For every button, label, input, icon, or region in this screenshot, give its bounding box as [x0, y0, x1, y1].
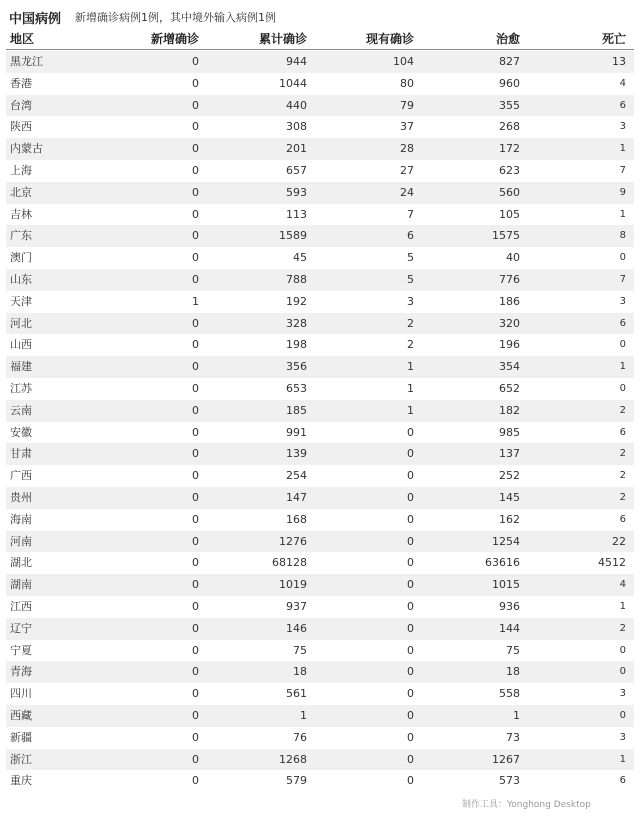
current-confirmed-cell: 0: [407, 643, 414, 657]
cured-cell: 960: [499, 76, 520, 90]
new-confirmed-cell: 0: [192, 98, 199, 112]
deaths-cell: 6: [619, 99, 626, 111]
table-row[interactable]: [6, 356, 634, 378]
table-row[interactable]: [6, 378, 634, 400]
region-cell: 辽宁: [10, 621, 32, 635]
cured-cell: 63616: [485, 556, 520, 570]
total-confirmed-cell: 788: [286, 272, 307, 286]
column-header-new-confirmed[interactable]: 新增确诊: [150, 32, 199, 46]
new-confirmed-cell: 0: [192, 229, 199, 243]
deaths-cell: 6: [619, 317, 626, 329]
new-confirmed-cell: 0: [192, 752, 199, 766]
total-confirmed-cell: 657: [286, 163, 307, 177]
table-row[interactable]: [6, 247, 634, 269]
new-confirmed-cell: 0: [192, 251, 199, 265]
cured-cell: 162: [499, 512, 520, 526]
current-confirmed-cell: 37: [400, 120, 414, 134]
new-confirmed-cell: 0: [192, 425, 199, 439]
new-confirmed-cell: 0: [192, 360, 199, 374]
current-confirmed-cell: 0: [407, 752, 414, 766]
total-confirmed-cell: 198: [286, 338, 307, 352]
total-confirmed-cell: 201: [286, 142, 307, 156]
current-confirmed-cell: 0: [407, 556, 414, 570]
page-subtitle: 新增确诊病例1例，其中境外输入病例1例: [75, 11, 277, 24]
cured-cell: 137: [499, 447, 520, 461]
new-confirmed-cell: 0: [192, 142, 199, 156]
total-confirmed-cell: 1268: [279, 752, 307, 766]
table-row[interactable]: [6, 640, 634, 662]
cured-cell: 776: [499, 272, 520, 286]
total-confirmed-cell: 1589: [279, 229, 307, 243]
cured-cell: 355: [499, 98, 520, 112]
region-cell: 江苏: [10, 381, 32, 395]
total-confirmed-cell: 944: [286, 55, 307, 68]
deaths-cell: 0: [619, 382, 626, 394]
table-body: [6, 51, 634, 792]
cured-cell: 1254: [492, 534, 520, 548]
new-confirmed-cell: 0: [192, 534, 199, 548]
region-cell: 黑龙江: [10, 55, 43, 68]
deaths-cell: 7: [619, 164, 626, 176]
table-row[interactable]: [6, 73, 634, 95]
total-confirmed-cell: 1276: [279, 534, 307, 548]
column-header-current-confirmed[interactable]: 现有确诊: [365, 32, 414, 46]
current-confirmed-cell: 0: [407, 730, 414, 744]
region-cell: 天津: [10, 294, 32, 308]
current-confirmed-cell: 0: [407, 534, 414, 548]
total-confirmed-cell: 1: [300, 708, 307, 722]
table-row[interactable]: [6, 661, 634, 683]
total-confirmed-cell: 192: [286, 294, 307, 308]
total-confirmed-cell: 308: [286, 120, 307, 134]
footer-credit: 制作工具：Yonghong Desktop: [462, 800, 591, 810]
region-cell: 江西: [10, 599, 32, 613]
new-confirmed-cell: 0: [192, 163, 199, 177]
current-confirmed-cell: 0: [407, 687, 414, 701]
cured-cell: 1: [513, 708, 520, 722]
page-title: 中国病例: [9, 11, 62, 27]
total-confirmed-cell: 653: [286, 381, 307, 395]
current-confirmed-cell: 0: [407, 599, 414, 613]
new-confirmed-cell: 0: [192, 708, 199, 722]
region-cell: 湖北: [10, 556, 32, 570]
current-confirmed-cell: 6: [407, 229, 414, 243]
table-row[interactable]: [6, 334, 634, 356]
region-cell: 宁夏: [10, 643, 32, 657]
current-confirmed-cell: 0: [407, 708, 414, 722]
deaths-cell: 0: [619, 252, 626, 264]
region-cell: 河南: [10, 534, 32, 548]
table-row[interactable]: [6, 160, 634, 182]
report-header: [9, 8, 276, 26]
total-confirmed-cell: 991: [286, 425, 307, 439]
deaths-cell: 8: [619, 230, 626, 242]
new-confirmed-cell: 0: [192, 381, 199, 395]
total-confirmed-cell: 113: [286, 207, 307, 221]
new-confirmed-cell: 0: [192, 774, 199, 788]
current-confirmed-cell: 24: [400, 185, 414, 199]
cured-cell: 1015: [492, 578, 520, 592]
current-confirmed-cell: 1: [407, 360, 414, 374]
new-confirmed-cell: 0: [192, 578, 199, 592]
new-confirmed-cell: 0: [192, 316, 199, 330]
total-confirmed-cell: 185: [286, 403, 307, 417]
table-row[interactable]: [6, 400, 634, 422]
current-confirmed-cell: 0: [407, 665, 414, 679]
region-cell: 福建: [10, 360, 32, 374]
new-confirmed-cell: 0: [192, 730, 199, 744]
cured-cell: 75: [506, 643, 520, 657]
total-confirmed-cell: 68128: [272, 556, 307, 570]
total-confirmed-cell: 146: [286, 621, 307, 635]
current-confirmed-cell: 0: [407, 490, 414, 504]
region-cell: 香港: [10, 76, 32, 90]
cured-cell: 40: [506, 251, 520, 265]
region-cell: 西藏: [10, 708, 32, 722]
deaths-cell: 3: [619, 731, 626, 743]
new-confirmed-cell: 0: [192, 272, 199, 286]
table-row[interactable]: [6, 116, 634, 138]
new-confirmed-cell: 0: [192, 207, 199, 221]
cured-cell: 268: [499, 120, 520, 134]
total-confirmed-cell: 593: [286, 185, 307, 199]
deaths-cell: 6: [619, 513, 626, 525]
cured-cell: 18: [506, 665, 520, 679]
deaths-cell: 3: [619, 121, 626, 133]
table-row[interactable]: [6, 487, 634, 509]
total-confirmed-cell: 75: [293, 643, 307, 657]
new-confirmed-cell: 0: [192, 556, 199, 570]
table-row[interactable]: [6, 683, 634, 705]
region-cell: 广东: [10, 229, 32, 243]
deaths-cell: 4512: [598, 556, 626, 570]
current-confirmed-cell: 0: [407, 469, 414, 483]
cured-cell: 827: [499, 55, 520, 68]
total-confirmed-cell: 168: [286, 512, 307, 526]
table-row[interactable]: [6, 269, 634, 291]
current-confirmed-cell: 2: [407, 338, 414, 352]
cured-cell: 182: [499, 403, 520, 417]
region-cell: 吉林: [10, 207, 32, 221]
table-row[interactable]: [6, 313, 634, 335]
current-confirmed-cell: 5: [407, 272, 414, 286]
table-row[interactable]: [6, 705, 634, 727]
region-cell: 重庆: [10, 774, 32, 788]
current-confirmed-cell: 0: [407, 425, 414, 439]
region-cell: 云南: [10, 403, 32, 417]
region-cell: 河北: [10, 316, 32, 330]
deaths-cell: 0: [619, 644, 626, 656]
current-confirmed-cell: 0: [407, 621, 414, 635]
current-confirmed-cell: 7: [407, 207, 414, 221]
region-cell: 澳门: [10, 251, 32, 265]
region-cell: 安徽: [10, 425, 32, 439]
region-cell: 四川: [10, 687, 32, 701]
current-confirmed-cell: 1: [407, 381, 414, 395]
region-cell: 青海: [10, 665, 32, 679]
table-row[interactable]: [6, 574, 634, 596]
new-confirmed-cell: 0: [192, 621, 199, 635]
total-confirmed-cell: 561: [286, 687, 307, 701]
table-row[interactable]: [6, 95, 634, 117]
cured-cell: 623: [499, 163, 520, 177]
deaths-cell: 1: [619, 208, 626, 220]
table-row[interactable]: [6, 596, 634, 618]
cured-cell: 652: [499, 381, 520, 395]
table-row[interactable]: [6, 291, 634, 313]
table-row[interactable]: [6, 552, 634, 574]
region-cell: 新疆: [10, 730, 32, 744]
table-row[interactable]: [6, 509, 634, 531]
total-confirmed-cell: 254: [286, 469, 307, 483]
cured-cell: 73: [506, 730, 520, 744]
table-row[interactable]: [6, 727, 634, 749]
region-cell: 山东: [10, 272, 32, 286]
new-confirmed-cell: 0: [192, 599, 199, 613]
cured-cell: 985: [499, 425, 520, 439]
current-confirmed-cell: 80: [400, 76, 414, 90]
cured-cell: 144: [499, 621, 520, 635]
total-confirmed-cell: 147: [286, 490, 307, 504]
table-row[interactable]: [6, 51, 634, 73]
table-row[interactable]: [6, 443, 634, 465]
new-confirmed-cell: 0: [192, 55, 199, 68]
region-cell: 山西: [10, 338, 32, 352]
cured-cell: 252: [499, 469, 520, 483]
total-confirmed-cell: 18: [293, 665, 307, 679]
table-header: [6, 29, 634, 50]
new-confirmed-cell: 0: [192, 512, 199, 526]
deaths-cell: 2: [619, 448, 626, 460]
deaths-cell: 4: [619, 77, 626, 89]
current-confirmed-cell: 27: [400, 163, 414, 177]
cured-cell: 936: [499, 599, 520, 613]
cured-cell: 186: [499, 294, 520, 308]
table-row[interactable]: [6, 422, 634, 444]
region-cell: 广西: [10, 469, 32, 483]
total-confirmed-cell: 139: [286, 447, 307, 461]
region-cell: 甘肃: [10, 447, 32, 461]
cured-cell: 354: [499, 360, 520, 374]
deaths-cell: 22: [612, 534, 626, 548]
deaths-cell: 1: [619, 361, 626, 373]
current-confirmed-cell: 0: [407, 512, 414, 526]
deaths-cell: 2: [619, 470, 626, 482]
table-row[interactable]: [6, 204, 634, 226]
deaths-cell: 2: [619, 491, 626, 503]
current-confirmed-cell: 0: [407, 447, 414, 461]
deaths-cell: 4: [619, 579, 626, 591]
new-confirmed-cell: 0: [192, 687, 199, 701]
new-confirmed-cell: 1: [192, 294, 199, 308]
total-confirmed-cell: 76: [293, 730, 307, 744]
table-row[interactable]: [6, 531, 634, 553]
deaths-cell: 1: [619, 753, 626, 765]
current-confirmed-cell: 2: [407, 316, 414, 330]
table-row[interactable]: [6, 618, 634, 640]
new-confirmed-cell: 0: [192, 185, 199, 199]
deaths-cell: 3: [619, 295, 626, 307]
total-confirmed-cell: 1044: [279, 76, 307, 90]
new-confirmed-cell: 0: [192, 403, 199, 417]
cured-cell: 145: [499, 490, 520, 504]
cured-cell: 560: [499, 185, 520, 199]
total-confirmed-cell: 937: [286, 599, 307, 613]
current-confirmed-cell: 0: [407, 578, 414, 592]
region-cell: 海南: [10, 512, 32, 526]
total-confirmed-cell: 1019: [279, 578, 307, 592]
deaths-cell: 7: [619, 273, 626, 285]
deaths-cell: 0: [619, 709, 626, 721]
cured-cell: 196: [499, 338, 520, 352]
cured-cell: 558: [499, 687, 520, 701]
cured-cell: 1575: [492, 229, 520, 243]
current-confirmed-cell: 3: [407, 294, 414, 308]
deaths-cell: 6: [619, 426, 626, 438]
deaths-cell: 0: [619, 666, 626, 678]
new-confirmed-cell: 0: [192, 469, 199, 483]
current-confirmed-cell: 79: [400, 98, 414, 112]
table-row[interactable]: [6, 770, 634, 792]
current-confirmed-cell: 28: [400, 142, 414, 156]
region-cell: 上海: [10, 163, 32, 177]
deaths-cell: 3: [619, 688, 626, 700]
deaths-cell: 2: [619, 404, 626, 416]
deaths-cell: 1: [619, 600, 626, 612]
region-cell: 贵州: [10, 490, 32, 504]
deaths-cell: 1: [619, 143, 626, 155]
cured-cell: 573: [499, 774, 520, 788]
table-row[interactable]: [6, 225, 634, 247]
region-cell: 浙江: [10, 752, 32, 766]
total-confirmed-cell: 440: [286, 98, 307, 112]
deaths-cell: 13: [612, 55, 626, 68]
new-confirmed-cell: 0: [192, 643, 199, 657]
region-cell: 内蒙古: [10, 142, 43, 156]
cured-cell: 320: [499, 316, 520, 330]
deaths-cell: 9: [619, 186, 626, 198]
deaths-cell: 0: [619, 339, 626, 351]
region-cell: 湖南: [10, 578, 32, 592]
total-confirmed-cell: 579: [286, 774, 307, 788]
total-confirmed-cell: 45: [293, 251, 307, 265]
table-row[interactable]: [6, 182, 634, 204]
table-row[interactable]: [6, 138, 634, 160]
current-confirmed-cell: 1: [407, 403, 414, 417]
column-header-cured[interactable]: 治愈: [495, 32, 520, 46]
current-confirmed-cell: 104: [393, 55, 414, 68]
table-row[interactable]: [6, 465, 634, 487]
new-confirmed-cell: 0: [192, 338, 199, 352]
column-header-deaths[interactable]: 死亡: [601, 32, 626, 46]
total-confirmed-cell: 328: [286, 316, 307, 330]
column-header-total-confirmed[interactable]: 累计确诊: [258, 32, 307, 46]
new-confirmed-cell: 0: [192, 447, 199, 461]
new-confirmed-cell: 0: [192, 120, 199, 134]
region-cell: 台湾: [10, 98, 32, 112]
region-cell: 陕西: [10, 120, 32, 134]
region-cell: 北京: [10, 185, 32, 199]
table-row[interactable]: [6, 749, 634, 771]
new-confirmed-cell: 0: [192, 76, 199, 90]
current-confirmed-cell: 5: [407, 251, 414, 265]
cured-cell: 172: [499, 142, 520, 156]
new-confirmed-cell: 0: [192, 665, 199, 679]
column-header-region[interactable]: 地区: [10, 32, 35, 46]
cured-cell: 1267: [492, 752, 520, 766]
current-confirmed-cell: 0: [407, 774, 414, 788]
total-confirmed-cell: 356: [286, 360, 307, 374]
cured-cell: 105: [499, 207, 520, 221]
deaths-cell: 6: [619, 775, 626, 787]
deaths-cell: 2: [619, 622, 626, 634]
new-confirmed-cell: 0: [192, 490, 199, 504]
